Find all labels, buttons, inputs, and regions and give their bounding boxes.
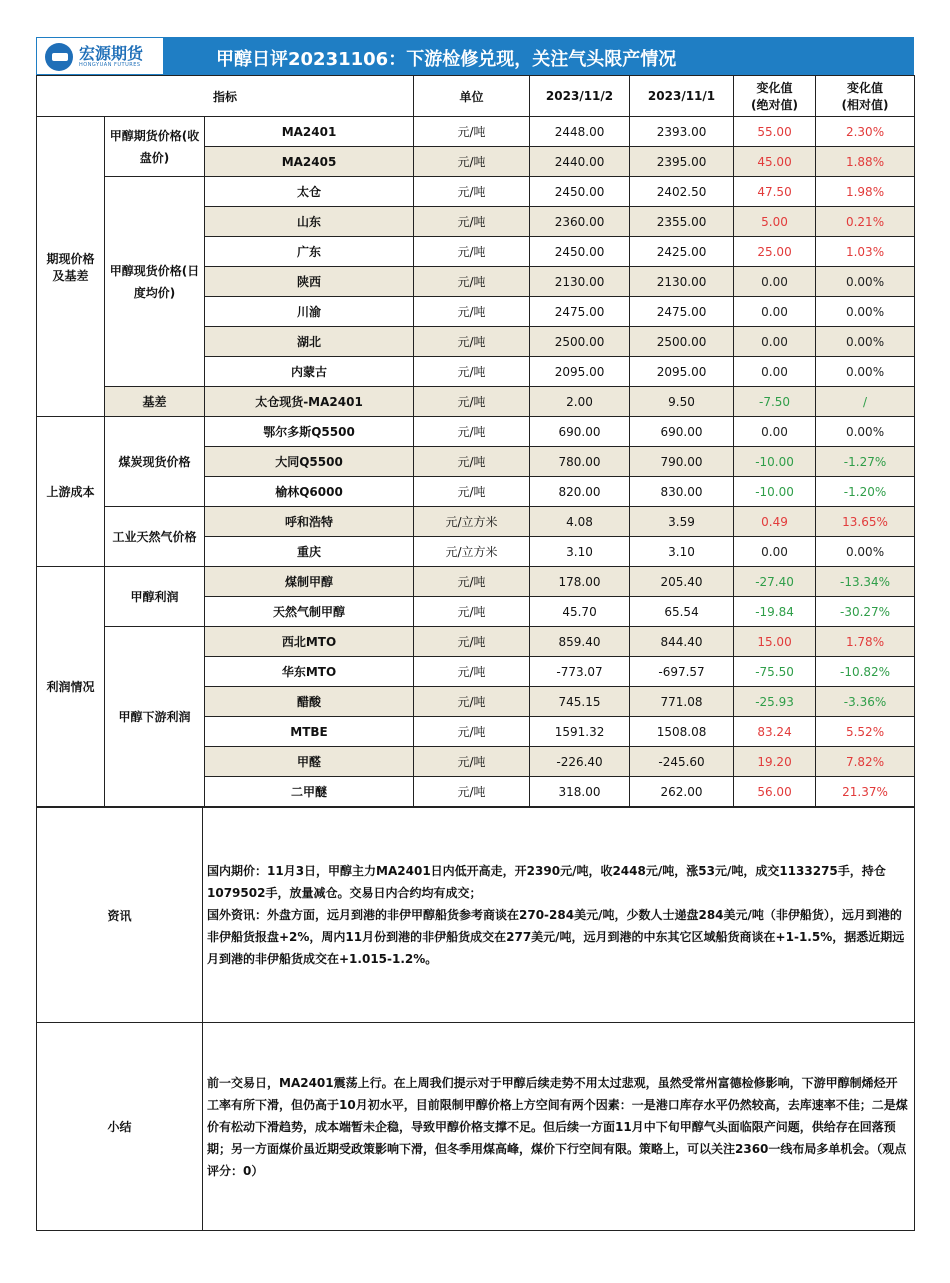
row-abs-change: 83.24 bbox=[734, 717, 816, 747]
row-value-date1: 3.10 bbox=[530, 537, 630, 567]
row-value-date2: 2393.00 bbox=[630, 117, 734, 147]
row-value-date2: 9.50 bbox=[630, 387, 734, 417]
row-unit: 元/吨 bbox=[414, 747, 530, 777]
row-abs-change: -19.84 bbox=[734, 597, 816, 627]
row-value-date2: 1508.08 bbox=[630, 717, 734, 747]
row-unit: 元/吨 bbox=[414, 207, 530, 237]
row-rel-change: 0.00% bbox=[816, 327, 915, 357]
table-row bbox=[37, 627, 915, 657]
row-unit: 元/吨 bbox=[414, 477, 530, 507]
row-abs-change: 0.00 bbox=[734, 267, 816, 297]
row-abs-change: 0.00 bbox=[734, 327, 816, 357]
row-value-date1: 2130.00 bbox=[530, 267, 630, 297]
row-unit: 元/吨 bbox=[414, 777, 530, 807]
row-name: 川渝 bbox=[205, 297, 414, 327]
news-foreign: 国外资讯：外盘方面，远月到港的非伊甲醇船货参考商谈在270-284美元/吨，少数人士递盘284美元/吨（非伊船货），远月到港的非伊船货报盘+2%，周内11月份到港的非伊船货成交在277美元/吨，远月到港的中东其它区域船货商谈在+1-1.5%，据悉近期远月到港的非伊船货成交在+1.015-1.2%。 bbox=[207, 908, 905, 966]
row-abs-change: -25.93 bbox=[734, 687, 816, 717]
row-abs-change: 19.20 bbox=[734, 747, 816, 777]
row-name: 广东 bbox=[205, 237, 414, 267]
row-value-date2: 771.08 bbox=[630, 687, 734, 717]
row-value-date1: 745.15 bbox=[530, 687, 630, 717]
row-value-date2: 690.00 bbox=[630, 417, 734, 447]
row-unit: 元/吨 bbox=[414, 447, 530, 477]
news-text bbox=[203, 808, 915, 1023]
row-abs-change: 15.00 bbox=[734, 627, 816, 657]
table-header-row bbox=[37, 76, 915, 117]
row-unit: 元/吨 bbox=[414, 267, 530, 297]
section-label: 利润情况 bbox=[37, 567, 105, 807]
row-value-date1: 2450.00 bbox=[530, 177, 630, 207]
row-unit: 元/立方米 bbox=[414, 507, 530, 537]
row-value-date1: 820.00 bbox=[530, 477, 630, 507]
row-name: 山东 bbox=[205, 207, 414, 237]
row-name: 呼和浩特 bbox=[205, 507, 414, 537]
row-rel-change: 0.00% bbox=[816, 297, 915, 327]
report-frame bbox=[36, 37, 914, 1231]
row-rel-change: 21.37% bbox=[816, 777, 915, 807]
row-value-date2: -697.57 bbox=[630, 657, 734, 687]
table-row bbox=[37, 387, 915, 417]
subgroup-label: 甲醇期货价格(收盘价) bbox=[105, 117, 205, 177]
row-abs-change: -7.50 bbox=[734, 387, 816, 417]
row-value-date1: 178.00 bbox=[530, 567, 630, 597]
row-value-date2: 2095.00 bbox=[630, 357, 734, 387]
row-abs-change: -75.50 bbox=[734, 657, 816, 687]
row-value-date1: -773.07 bbox=[530, 657, 630, 687]
row-value-date2: 2500.00 bbox=[630, 327, 734, 357]
row-value-date2: 2130.00 bbox=[630, 267, 734, 297]
logo-english-text: HONGYUAN FUTURES bbox=[79, 62, 141, 68]
row-rel-change: 2.30% bbox=[816, 117, 915, 147]
row-rel-change: 13.65% bbox=[816, 507, 915, 537]
subgroup-label: 工业天然气价格 bbox=[105, 507, 205, 567]
row-value-date1: 1591.32 bbox=[530, 717, 630, 747]
row-abs-change: 0.49 bbox=[734, 507, 816, 537]
row-rel-change: -10.82% bbox=[816, 657, 915, 687]
row-abs-change: 25.00 bbox=[734, 237, 816, 267]
row-value-date2: 2475.00 bbox=[630, 297, 734, 327]
row-unit: 元/吨 bbox=[414, 297, 530, 327]
row-value-date1: 859.40 bbox=[530, 627, 630, 657]
row-unit: 元/吨 bbox=[414, 417, 530, 447]
row-value-date1: 4.08 bbox=[530, 507, 630, 537]
row-name: 湖北 bbox=[205, 327, 414, 357]
row-value-date2: 2402.50 bbox=[630, 177, 734, 207]
row-rel-change: 7.82% bbox=[816, 747, 915, 777]
row-name: 醋酸 bbox=[205, 687, 414, 717]
row-abs-change: 0.00 bbox=[734, 357, 816, 387]
news-domestic: 国内期价：11月3日，甲醇主力MA2401日内低开高走，开2390元/吨，收2448元/吨，涨53元/吨，成交1133275手，持仓1079502手，放量减仓。交易日内合约均有成交； bbox=[207, 864, 886, 900]
row-abs-change: 0.00 bbox=[734, 417, 816, 447]
row-rel-change: 1.78% bbox=[816, 627, 915, 657]
row-unit: 元/吨 bbox=[414, 567, 530, 597]
report-title: 甲醇日评20231106：下游检修兑现，关注气头限产情况 bbox=[216, 49, 677, 70]
row-name: MA2401 bbox=[205, 117, 414, 147]
row-value-date2: 2355.00 bbox=[630, 207, 734, 237]
table-row bbox=[37, 417, 915, 447]
row-rel-change: -1.27% bbox=[816, 447, 915, 477]
row-value-date1: 2448.00 bbox=[530, 117, 630, 147]
row-unit: 元/吨 bbox=[414, 177, 530, 207]
row-name: MA2405 bbox=[205, 147, 414, 177]
table-row bbox=[37, 177, 915, 207]
row-rel-change: -13.34% bbox=[816, 567, 915, 597]
row-value-date2: 65.54 bbox=[630, 597, 734, 627]
col-header-date2: 2023/11/1 bbox=[630, 76, 734, 117]
row-name: 太仓现货-MA2401 bbox=[205, 387, 414, 417]
row-abs-change: 47.50 bbox=[734, 177, 816, 207]
col-header-unit: 单位 bbox=[414, 76, 530, 117]
summary-row bbox=[37, 1023, 915, 1231]
row-name: 内蒙古 bbox=[205, 357, 414, 387]
summary-label: 小结 bbox=[37, 1023, 203, 1231]
row-value-date2: 790.00 bbox=[630, 447, 734, 477]
row-name: 煤制甲醇 bbox=[205, 567, 414, 597]
row-rel-change: 0.00% bbox=[816, 417, 915, 447]
row-value-date2: 262.00 bbox=[630, 777, 734, 807]
row-name: 甲醛 bbox=[205, 747, 414, 777]
row-rel-change: 1.98% bbox=[816, 177, 915, 207]
row-value-date2: 844.40 bbox=[630, 627, 734, 657]
row-unit: 元/吨 bbox=[414, 147, 530, 177]
logo-text: 宏源期货 bbox=[79, 44, 144, 63]
row-rel-change: -3.36% bbox=[816, 687, 915, 717]
row-unit: 元/吨 bbox=[414, 117, 530, 147]
row-unit: 元/立方米 bbox=[414, 537, 530, 567]
row-unit: 元/吨 bbox=[414, 627, 530, 657]
row-unit: 元/吨 bbox=[414, 597, 530, 627]
row-value-date1: 2440.00 bbox=[530, 147, 630, 177]
subgroup-label: 甲醇现货价格(日度均价) bbox=[105, 177, 205, 387]
subgroup-label: 煤炭现货价格 bbox=[105, 417, 205, 507]
col-header-indicator: 指标 bbox=[37, 76, 414, 117]
row-value-date1: 2500.00 bbox=[530, 327, 630, 357]
row-unit: 元/吨 bbox=[414, 387, 530, 417]
row-rel-change: 1.03% bbox=[816, 237, 915, 267]
row-rel-change: -1.20% bbox=[816, 477, 915, 507]
row-rel-change: 0.21% bbox=[816, 207, 915, 237]
row-value-date1: 45.70 bbox=[530, 597, 630, 627]
row-name: 陕西 bbox=[205, 267, 414, 297]
row-name: 华东MTO bbox=[205, 657, 414, 687]
row-value-date2: -245.60 bbox=[630, 747, 734, 777]
col-header-abs-change: 变化值 (绝对值) bbox=[734, 76, 816, 117]
news-row bbox=[37, 808, 915, 1023]
row-unit: 元/吨 bbox=[414, 687, 530, 717]
row-rel-change: 1.88% bbox=[816, 147, 915, 177]
table-body bbox=[37, 117, 915, 807]
row-value-date1: 2450.00 bbox=[530, 237, 630, 267]
row-name: 天然气制甲醇 bbox=[205, 597, 414, 627]
row-rel-change: / bbox=[816, 387, 915, 417]
row-value-date2: 2425.00 bbox=[630, 237, 734, 267]
col-header-date1: 2023/11/2 bbox=[530, 76, 630, 117]
indicator-table bbox=[36, 75, 915, 807]
row-name: MTBE bbox=[205, 717, 414, 747]
col-header-rel-change: 变化值 (相对值) bbox=[816, 76, 915, 117]
title-bar bbox=[36, 37, 914, 75]
row-name: 鄂尔多斯Q5500 bbox=[205, 417, 414, 447]
row-value-date1: 2475.00 bbox=[530, 297, 630, 327]
row-unit: 元/吨 bbox=[414, 327, 530, 357]
row-name: 榆林Q6000 bbox=[205, 477, 414, 507]
row-name: 重庆 bbox=[205, 537, 414, 567]
subgroup-label: 甲醇下游利润 bbox=[105, 627, 205, 807]
row-value-date2: 2395.00 bbox=[630, 147, 734, 177]
row-value-date2: 3.59 bbox=[630, 507, 734, 537]
row-name: 大同Q5500 bbox=[205, 447, 414, 477]
news-label: 资讯 bbox=[37, 808, 203, 1023]
row-value-date1: 2360.00 bbox=[530, 207, 630, 237]
row-value-date1: 2095.00 bbox=[530, 357, 630, 387]
row-value-date1: 690.00 bbox=[530, 417, 630, 447]
subgroup-label: 甲醇利润 bbox=[105, 567, 205, 627]
row-value-date2: 830.00 bbox=[630, 477, 734, 507]
row-value-date1: -226.40 bbox=[530, 747, 630, 777]
row-abs-change: 0.00 bbox=[734, 537, 816, 567]
logo-icon bbox=[45, 43, 73, 71]
row-abs-change: 56.00 bbox=[734, 777, 816, 807]
table-row bbox=[37, 567, 915, 597]
row-unit: 元/吨 bbox=[414, 717, 530, 747]
row-name: 二甲醚 bbox=[205, 777, 414, 807]
row-rel-change: 0.00% bbox=[816, 267, 915, 297]
row-unit: 元/吨 bbox=[414, 357, 530, 387]
section-label: 期现价格及基差 bbox=[37, 117, 105, 417]
row-name: 太仓 bbox=[205, 177, 414, 207]
row-abs-change: -10.00 bbox=[734, 447, 816, 477]
row-rel-change: 0.00% bbox=[816, 537, 915, 567]
row-rel-change: 0.00% bbox=[816, 357, 915, 387]
row-value-date1: 2.00 bbox=[530, 387, 630, 417]
row-value-date1: 780.00 bbox=[530, 447, 630, 477]
row-value-date1: 318.00 bbox=[530, 777, 630, 807]
row-name: 西北MTO bbox=[205, 627, 414, 657]
row-abs-change: 0.00 bbox=[734, 297, 816, 327]
summary-text: 前一交易日，MA2401震荡上行。在上周我们提示对于甲醇后续走势不用太过悲观，虽然受常州富德检修影响，下游甲醇制烯烃开工率有所下滑，但仍高于10月初水平，目前限制甲醇价格上方空间有两个因素：一是港口库存水平仍然较高，去库速率不佳；二是煤价有松动下滑趋势，成本端暂未企稳，导致甲醇价格支撑不足。但后续一方面11月中下旬甲醇气头面临限产问题，供给存在回落预期；另一方面煤价虽近期受政策影响下滑，但冬季用煤高峰，煤价下行空间有限。策略上，可以关注2360一线布局多单机会。（观点评分：0） bbox=[203, 1023, 915, 1231]
row-value-date2: 205.40 bbox=[630, 567, 734, 597]
row-abs-change: -27.40 bbox=[734, 567, 816, 597]
subgroup-label: 基差 bbox=[105, 387, 205, 417]
row-abs-change: -10.00 bbox=[734, 477, 816, 507]
section-label: 上游成本 bbox=[37, 417, 105, 567]
row-rel-change: 5.52% bbox=[816, 717, 915, 747]
notes-table bbox=[36, 807, 915, 1231]
company-logo bbox=[36, 37, 164, 75]
row-rel-change: -30.27% bbox=[816, 597, 915, 627]
table-row bbox=[37, 117, 915, 147]
row-abs-change: 5.00 bbox=[734, 207, 816, 237]
table-row bbox=[37, 507, 915, 537]
row-abs-change: 55.00 bbox=[734, 117, 816, 147]
row-value-date2: 3.10 bbox=[630, 537, 734, 567]
row-abs-change: 45.00 bbox=[734, 147, 816, 177]
row-unit: 元/吨 bbox=[414, 657, 530, 687]
row-unit: 元/吨 bbox=[414, 237, 530, 267]
